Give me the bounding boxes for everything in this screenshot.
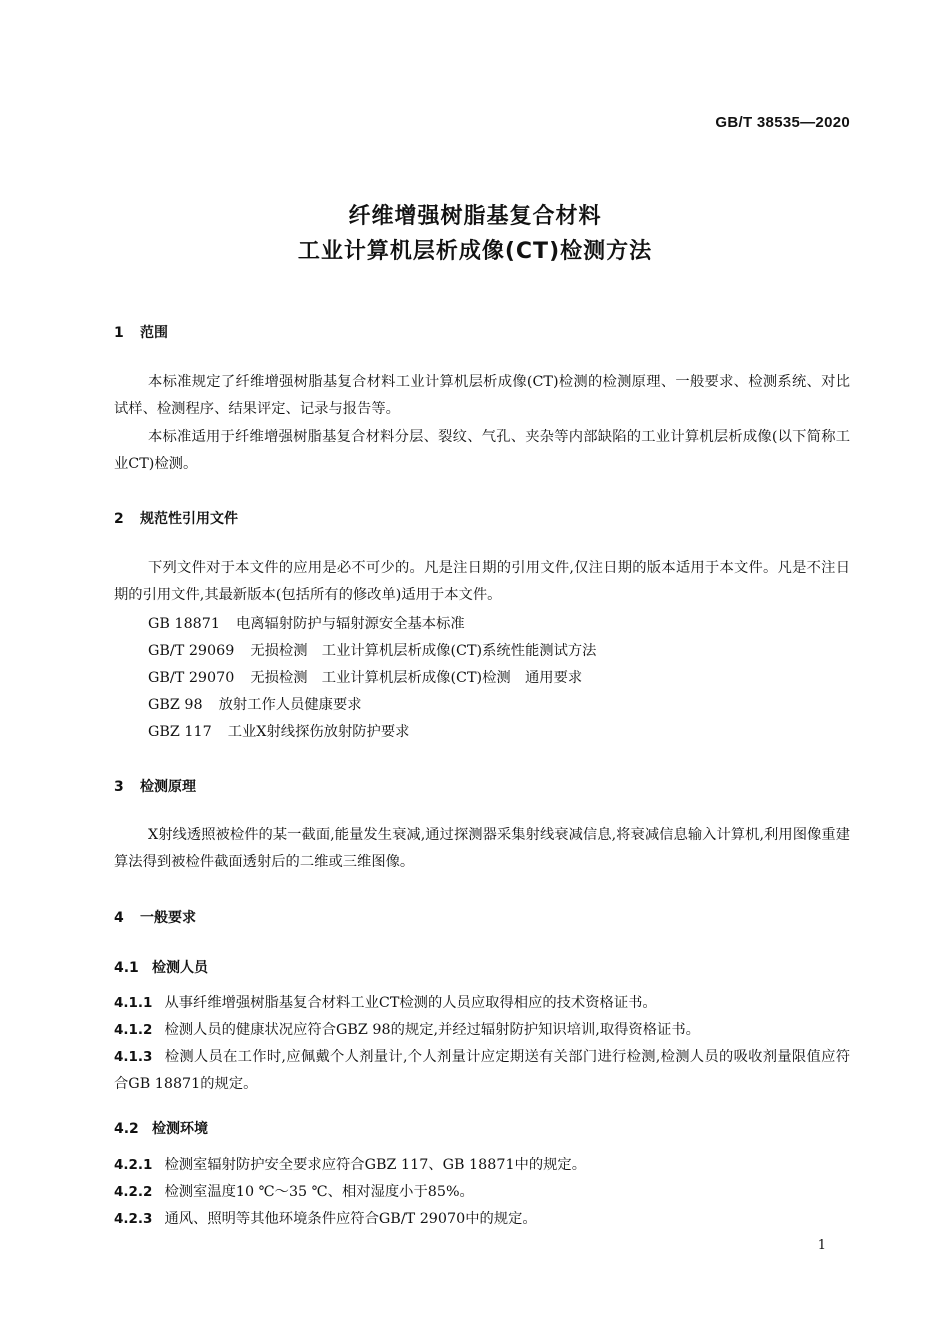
clause-text: 检测人员在工作时,应佩戴个人剂量计,个人剂量计应定期送有关部门进行检测,检测人员的吸收剂量限值应符合GB 18871的规定。	[114, 1049, 850, 1092]
section-number: 3	[114, 779, 124, 795]
subsection-4-1-heading	[114, 957, 208, 977]
reference-item	[148, 667, 582, 687]
reference-code: GBZ 98	[148, 697, 203, 713]
section-title: 规范性引用文件	[140, 511, 238, 527]
clause-4-2-2	[114, 1179, 850, 1206]
reference-code: GB/T 29069	[148, 643, 235, 659]
section-number: 4	[114, 910, 124, 926]
reference-title: 无损检测 工业计算机层析成像(CT)检测 通用要求	[250, 670, 583, 686]
subsection-number: 4.2	[114, 1121, 139, 1137]
subsection-title: 检测人员	[152, 960, 208, 976]
clause-text: 检测室辐射防护安全要求应符合GBZ 117、GB 18871中的规定。	[164, 1157, 587, 1173]
reference-title: 电离辐射防护与辐射源安全基本标准	[235, 616, 465, 632]
reference-title: 工业X射线探伤放射防护要求	[227, 724, 410, 740]
section-title: 范围	[140, 325, 168, 341]
section-number: 2	[114, 511, 124, 527]
clause-4-2-1	[114, 1152, 850, 1179]
document-title-line-1: 纤维增强树脂基复合材料	[348, 204, 602, 229]
clause-number: 4.1.3	[114, 1049, 153, 1065]
document-title-line-2: 工业计算机层析成像(CT)检测方法	[297, 239, 653, 264]
section-1-paragraph-2: 本标准适用于纤维增强树脂基复合材料分层、裂纹、气孔、夹杂等内部缺陷的工业计算机层析成像(以下简称工业CT)检测。	[114, 429, 850, 472]
clause-4-1-2	[114, 1017, 850, 1044]
reference-item	[148, 694, 362, 714]
clause-text: 检测室温度10 ℃～35 ℃、相对湿度小于85%。	[164, 1184, 474, 1200]
section-2-heading	[114, 508, 238, 528]
reference-code: GB/T 29070	[148, 670, 235, 686]
subsection-title: 检测环境	[152, 1121, 208, 1137]
clause-number: 4.2.2	[114, 1184, 153, 1200]
clause-4-2-3	[114, 1206, 850, 1233]
reference-title: 放射工作人员健康要求	[218, 697, 362, 713]
reference-code: GB 18871	[148, 616, 220, 632]
clause-number: 4.2.1	[114, 1157, 153, 1173]
reference-item	[148, 640, 596, 660]
section-title: 一般要求	[140, 910, 196, 926]
section-3-heading	[114, 776, 196, 796]
reference-item	[148, 721, 409, 741]
page-number: 1	[817, 1238, 826, 1253]
clause-4-1-1	[114, 990, 850, 1017]
section-title: 检测原理	[140, 779, 196, 795]
reference-item	[148, 613, 465, 633]
standard-number: GB/T 38535—2020	[715, 114, 850, 131]
subsection-number: 4.1	[114, 960, 139, 976]
clause-text: 从事纤维增强树脂基复合材料工业CT检测的人员应取得相应的技术资格证书。	[164, 995, 657, 1011]
clause-number: 4.1.2	[114, 1022, 153, 1038]
section-number: 1	[114, 325, 124, 341]
subsection-4-2-heading	[114, 1118, 208, 1138]
clause-4-1-3	[114, 1044, 850, 1098]
clause-number: 4.2.3	[114, 1211, 153, 1227]
section-3-paragraph: X射线透照被检件的某一截面,能量发生衰减,通过探测器采集射线衰减信息,将衰减信息输入计算机,利用图像重建算法得到被检件截面透射后的二维或三维图像。	[114, 827, 850, 870]
clause-text: 通风、照明等其他环境条件应符合GB/T 29070中的规定。	[164, 1211, 537, 1227]
reference-code: GBZ 117	[148, 724, 212, 740]
section-4-heading	[114, 907, 196, 927]
reference-title: 无损检测 工业计算机层析成像(CT)系统性能测试方法	[250, 643, 597, 659]
clause-text: 检测人员的健康状况应符合GBZ 98的规定,并经过辐射防护知识培训,取得资格证书。	[164, 1022, 700, 1038]
clause-number: 4.1.1	[114, 995, 153, 1011]
section-1-heading	[114, 322, 168, 342]
section-1-paragraph-1: 本标准规定了纤维增强树脂基复合材料工业计算机层析成像(CT)检测的检测原理、一般要求、检测系统、对比试样、检测程序、结果评定、记录与报告等。	[114, 374, 850, 417]
section-2-intro: 下列文件对于本文件的应用是必不可少的。凡是注日期的引用文件,仅注日期的版本适用于本文件。凡是不注日期的引用文件,其最新版本(包括所有的修改单)适用于本文件。	[114, 560, 850, 603]
